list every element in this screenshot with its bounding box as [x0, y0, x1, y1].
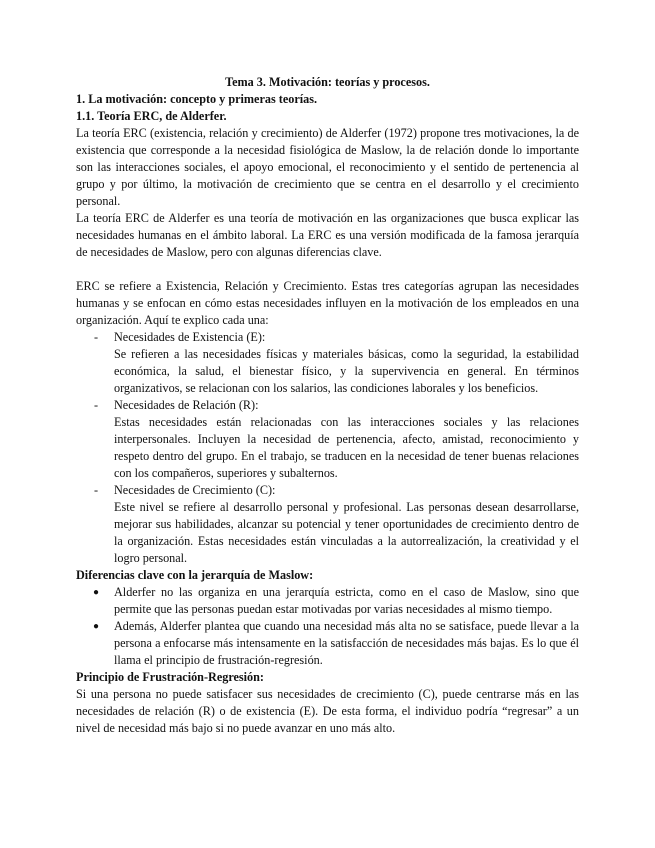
paragraph: ERC se refiere a Existencia, Relación y Crecimiento. Estas tres categorías agrupan las necesidades humanas y se enfocan en cómo estas necesidades influyen en la motivación de los empleados en una organización. Aquí te explico cada una:: [76, 279, 579, 327]
list-item-text: Se refieren a las necesidades físicas y materiales básicas, como la seguridad, la estabilidad económica, la salud, el bienestar físico, y la supervivencia en general. En términos organizativos, se relacionan con los salarios, las condiciones laborales y los beneficios.: [114, 347, 579, 395]
list-item: [76, 584, 579, 618]
paragraph: Si una persona no puede satisfacer sus necesidades de crecimiento (C), puede centrarse más en las necesidades de relación (R) o de existencia (E). De esta forma, el individuo podría “regresar” a un nivel de necesidad más bajo si no puede avanzar en uno más alto.: [76, 687, 579, 735]
blank-line: [76, 261, 579, 278]
list-item-text: Alderfer no las organiza en una jerarquía estricta, como en el caso de Maslow, sino que permite que las personas puedan estar motivadas por varias necesidades al mismo tiempo.: [114, 585, 579, 616]
list-item-text: Estas necesidades están relacionadas con las interacciones sociales y las relaciones interpersonales. Incluyen la necesidad de pertenencia, afecto, amistad, reconocimiento y respeto dentro del grupo. En el trabajo, se traducen en la necesidad de tener buenas relaciones con los compañeros, superiores y subalternos.: [114, 415, 579, 480]
bullet-marker: ●: [93, 587, 100, 598]
paragraph: La teoría ERC de Alderfer es una teoría de motivación en las organizaciones que busca explicar las necesidades humanas en el ámbito laboral. La ERC es una versión modificada de la famosa jerarquía de necesidades de Maslow, pero con algunas diferencias clave.: [76, 211, 579, 259]
dash-marker: -: [94, 483, 99, 497]
section-heading-frustration-regression: Principio de Frustración-Regresión:: [76, 670, 264, 684]
document-title: Tema 3. Motivación: teorías y procesos.: [225, 75, 430, 89]
list-item-text: Este nivel se refiere al desarrollo personal y profesional. Las personas desean desarrollarse, mejorar sus habilidades, alcanzar su potencial y tener oportunidades de crecimiento dentro de la organización. Estas necesidades están vinculadas a la autorrealización, la creatividad y el logro personal.: [114, 500, 579, 565]
dash-marker: -: [94, 330, 99, 344]
list-item: [76, 482, 579, 567]
differences-list: [76, 584, 579, 669]
section-heading-differences: Diferencias clave con la jerarquía de Maslow:: [76, 568, 314, 582]
bullet-marker: ●: [93, 621, 100, 632]
needs-list: [76, 329, 579, 567]
list-item-label: Necesidades de Existencia (E):: [114, 330, 266, 344]
list-item-label: Necesidades de Relación (R):: [114, 398, 259, 412]
document-body: [76, 74, 579, 737]
list-item-text: Además, Alderfer plantea que cuando una necesidad más alta no se satisface, puede llevar a la persona a enfocarse más intensamente en la satisfacción de necesidades más bajas. Es lo que él llama el principio de frustración-regresión.: [114, 619, 579, 667]
dash-marker: -: [94, 398, 99, 412]
list-item: [76, 397, 579, 482]
list-item: [76, 618, 579, 669]
section-heading-1: 1. La motivación: concepto y primeras teorías.: [76, 92, 317, 106]
section-heading-1-1: 1.1. Teoría ERC, de Alderfer.: [76, 109, 227, 123]
list-item-label: Necesidades de Crecimiento (C):: [114, 483, 276, 497]
paragraph: La teoría ERC (existencia, relación y crecimiento) de Alderfer (1972) propone tres motivaciones, la de existencia que corresponde a la necesidad fisiológica de Maslow, la de relación donde lo importante son las interacciones sociales, el apoyo emocional, el reconocimiento y el sentido de pertenencia al grupo y por último, la motivación de crecimiento que se centra en el desarrollo y el crecimiento personal.: [76, 126, 579, 208]
list-item: [76, 329, 579, 397]
